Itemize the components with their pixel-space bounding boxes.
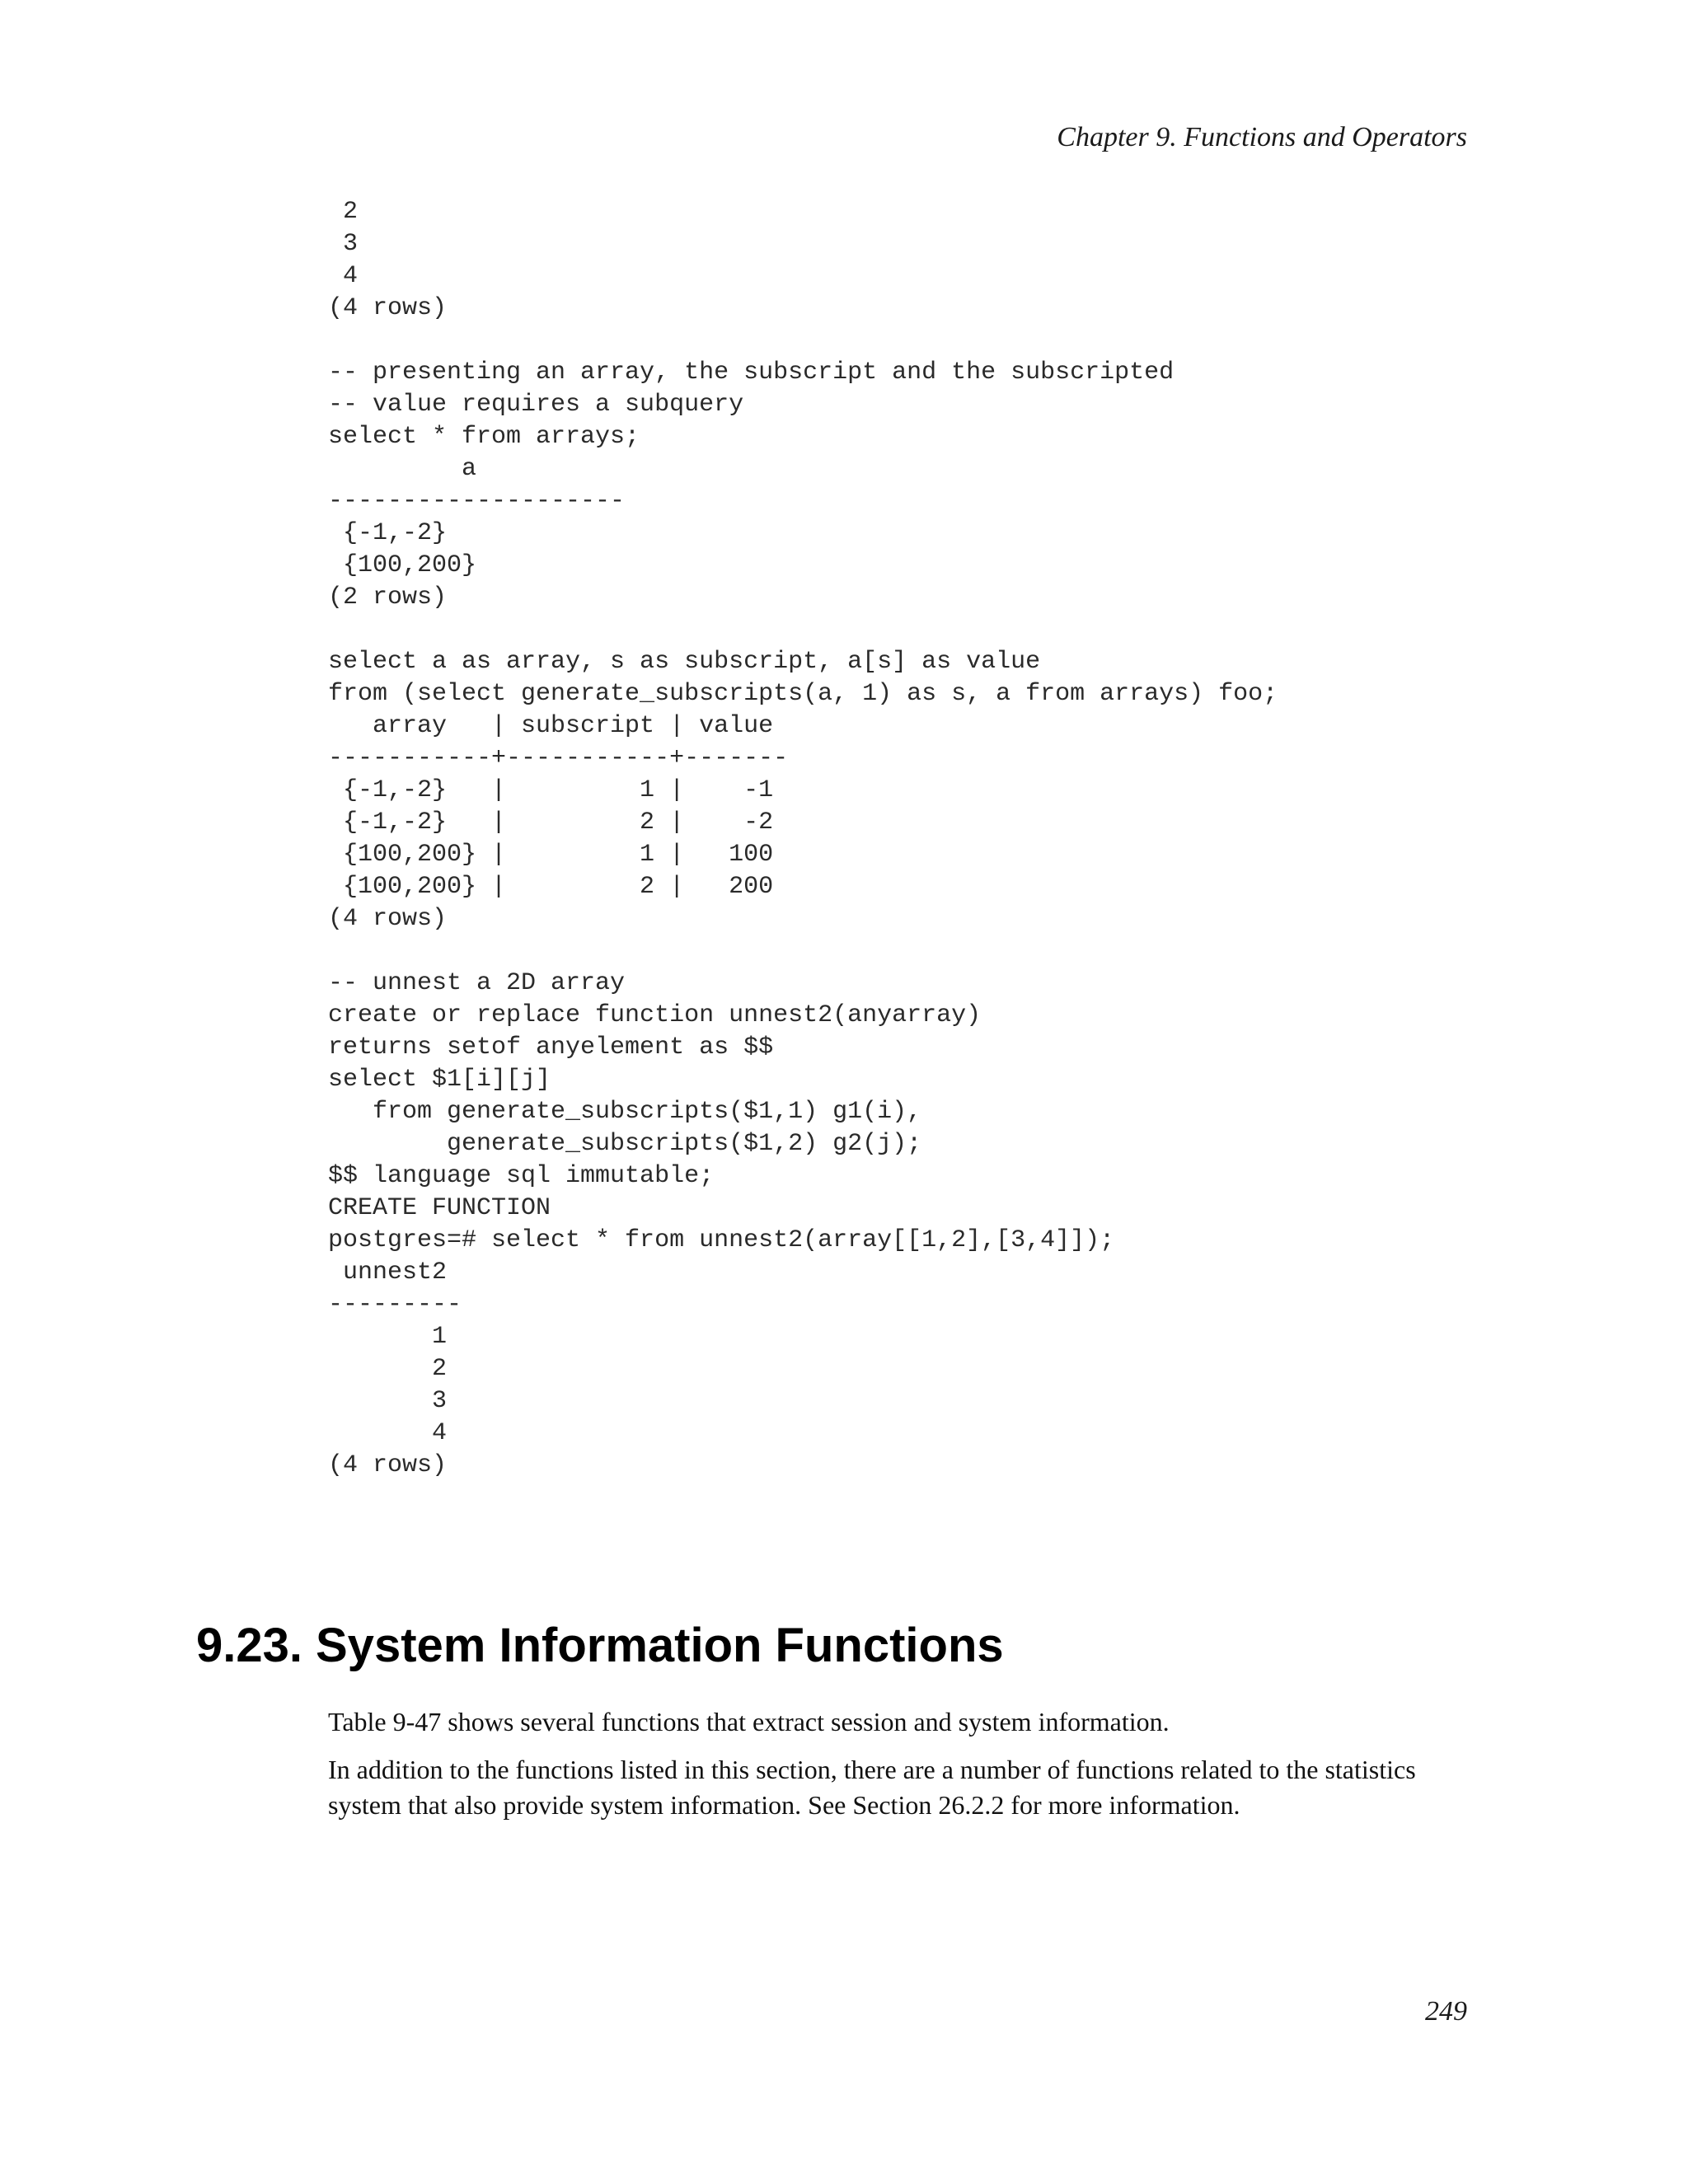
code-line: 2	[328, 1355, 448, 1383]
page-number: 249	[1425, 1996, 1467, 2027]
section-title: System Information Functions	[316, 1619, 1004, 1672]
code-line: 4	[328, 262, 359, 290]
code-line: postgres=# select * from unnest2(array[[1,2],[3,4]]);	[328, 1226, 1115, 1254]
code-line: -- value requires a subquery	[328, 391, 744, 419]
code-line	[328, 614, 1278, 646]
code-line: 3	[328, 230, 359, 258]
code-line: a	[328, 455, 477, 483]
code-line: CREATE FUNCTION	[328, 1194, 551, 1222]
section-heading	[196, 1619, 1004, 1672]
code-line: (2 rows)	[328, 583, 448, 612]
code-line: (4 rows)	[328, 1451, 448, 1479]
running-header: Chapter 9. Functions and Operators	[1057, 122, 1467, 152]
code-line: --------------------	[328, 487, 626, 515]
code-line: {100,200} | 1 | 100	[328, 841, 774, 869]
code-line: from (select generate_subscripts(a, 1) as s, a from arrays) foo;	[328, 680, 1278, 708]
code-line: -- unnest a 2D array	[328, 969, 626, 997]
code-line: {-1,-2} | 1 | -1	[328, 776, 774, 804]
code-line: array | subscript | value	[328, 712, 774, 740]
code-line: (4 rows)	[328, 905, 448, 933]
code-line: {-1,-2}	[328, 519, 448, 547]
intro-paragraph: Table 9-47 shows several functions that extract session and system information.	[328, 1707, 1170, 1736]
code-line: {-1,-2} | 2 | -2	[328, 808, 774, 837]
code-line: select a as array, s as subscript, a[s] as value	[328, 648, 1041, 676]
code-line: 1	[328, 1323, 448, 1351]
code-line	[328, 325, 1278, 357]
section-number: 9.23.	[196, 1619, 302, 1672]
code-line: generate_subscripts($1,2) g2(j);	[328, 1130, 922, 1158]
code-line: $$ language sql immutable;	[328, 1162, 715, 1190]
code-line: -- presenting an array, the subscript and the subscripted	[328, 359, 1175, 387]
code-line: {100,200}	[328, 551, 477, 579]
code-line: create or replace function unnest2(anyarray)	[328, 1001, 982, 1029]
code-line	[328, 935, 1278, 968]
code-line: from generate_subscripts($1,1) g1(i),	[328, 1098, 922, 1126]
code-line: -----------+-----------+-------	[328, 744, 789, 772]
code-line: 2	[328, 198, 359, 226]
code-example	[328, 196, 1278, 1482]
statistics-paragraph: In addition to the functions listed in this section, there are a number of functions related to the statistics system that also provide system information. See Section 26.2.2 for more information.	[328, 1755, 1416, 1820]
code-line: 4	[328, 1419, 448, 1447]
code-line: (4 rows)	[328, 294, 448, 322]
code-line: ---------	[328, 1291, 462, 1319]
code-line: unnest2	[328, 1258, 448, 1286]
code-line: select $1[i][j]	[328, 1066, 551, 1094]
code-line: returns setof anyelement as $$	[328, 1033, 774, 1062]
code-line: {100,200} | 2 | 200	[328, 873, 774, 901]
code-line: 3	[328, 1387, 448, 1415]
code-line: select * from arrays;	[328, 423, 640, 451]
